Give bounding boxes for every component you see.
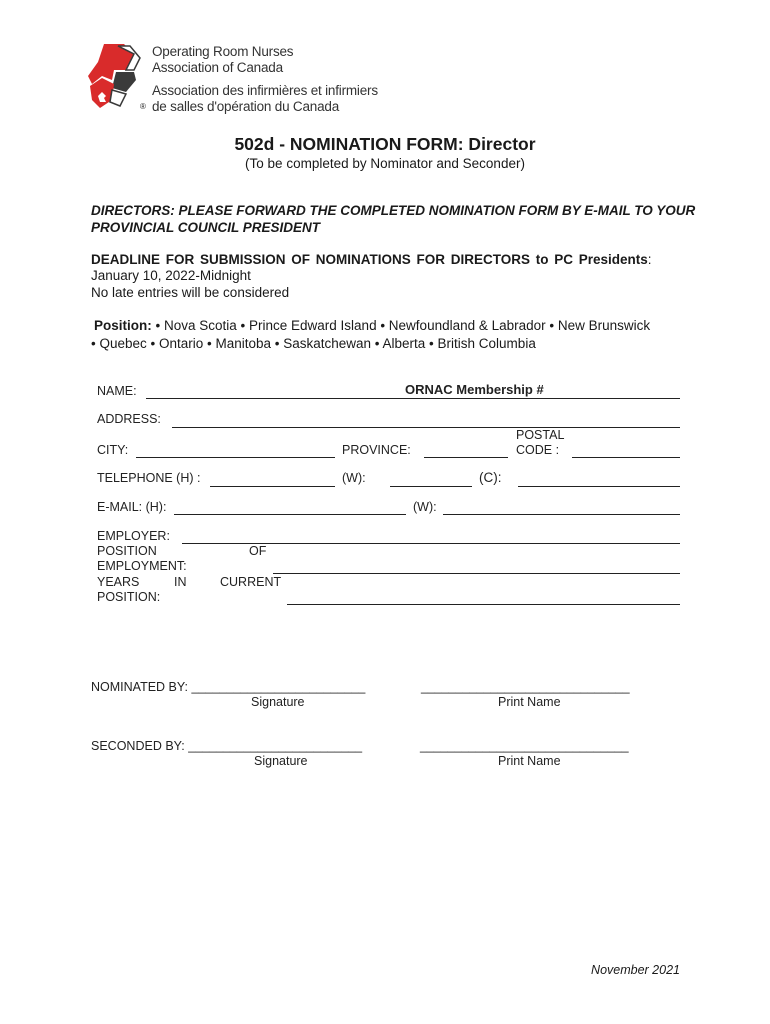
position-of-label: POSITION <box>97 544 157 558</box>
org-name-en-2: Association of Canada <box>152 60 283 75</box>
years-position-label: POSITION: <box>97 590 161 604</box>
deadline-heading-text: DEADLINE FOR SUBMISSION OF NOMINATIONS FOR DIRECTORS to PC Presidents <box>91 252 648 267</box>
seconded-by-label <box>91 739 362 753</box>
position-line-2: • Quebec • Ontario • Manitoba • Saskatchewan • Alberta • British Columbia <box>91 336 536 351</box>
position-of-employment-field[interactable] <box>273 573 680 574</box>
nominated-print-name-caption: Print Name <box>498 695 561 709</box>
email-work-field[interactable] <box>443 514 680 515</box>
years-in-position-field[interactable] <box>287 604 680 605</box>
nominated-by-print-name-field[interactable]: ______________________________ <box>421 680 630 694</box>
footer-date: November 2021 <box>591 963 680 977</box>
postal-code-field[interactable] <box>572 457 680 458</box>
postal-label-1: POSTAL <box>516 428 565 442</box>
province-label: PROVINCE: <box>342 443 411 457</box>
email-home-label: E-MAIL: (H): <box>97 500 167 514</box>
years-in-label: IN <box>174 575 187 589</box>
nominated-signature-caption: Signature <box>251 695 305 709</box>
position-provinces-1: • Nova Scotia • Prince Edward Island • Newfoundland & Labrador • New Brunswick <box>155 318 651 333</box>
city-label: CITY: <box>97 443 129 457</box>
email-work-label: (W): <box>413 500 437 514</box>
seconded-by-text: SECONDED BY: <box>91 739 185 753</box>
name-label: NAME: <box>97 384 137 398</box>
telephone-home-field[interactable] <box>210 486 335 487</box>
nominated-by-label <box>91 680 365 694</box>
address-field[interactable] <box>172 427 680 428</box>
seconded-print-name-caption: Print Name <box>498 754 561 768</box>
form-subtitle: (To be completed by Nominator and Seconder) <box>245 156 525 171</box>
province-field[interactable] <box>424 457 508 458</box>
deadline-colon: : <box>647 252 652 267</box>
seconded-signature-caption: Signature <box>254 754 308 768</box>
nominated-by-signature-field[interactable]: _________________________ <box>191 680 366 694</box>
employment-label: EMPLOYMENT: <box>97 559 187 573</box>
org-name-fr-1: Association des infirmières et infirmiers <box>152 83 378 98</box>
position-of-label-of: OF <box>249 544 267 558</box>
form-title: 502d - NOMINATION FORM: Director <box>234 134 536 154</box>
no-late-entries: No late entries will be considered <box>91 285 290 300</box>
city-field[interactable] <box>136 457 335 458</box>
address-label: ADDRESS: <box>97 412 161 426</box>
nominated-by-text: NOMINATED BY: <box>91 680 189 694</box>
years-label: YEARS <box>97 575 140 589</box>
position-line-1 <box>94 318 650 333</box>
position-label: Position: <box>94 318 152 333</box>
telephone-work-field[interactable] <box>390 486 472 487</box>
registered-mark: ® <box>140 102 146 111</box>
deadline-heading <box>91 252 731 267</box>
seconded-by-print-name-field[interactable]: ______________________________ <box>420 739 629 753</box>
telephone-work-label: (W): <box>342 471 366 485</box>
telephone-home-label: TELEPHONE (H) : <box>97 471 201 485</box>
email-home-field[interactable] <box>174 514 406 515</box>
telephone-cell-label: (C): <box>479 470 502 485</box>
membership-label: ORNAC Membership # <box>405 382 544 397</box>
instructions: DIRECTORS: PLEASE FORWARD THE COMPLETED NOMINATION FORM BY E-MAIL TO YOUR PROVINCIAL COUNCIL PRESIDENT <box>91 203 696 235</box>
name-field[interactable] <box>146 398 680 399</box>
years-current-label: CURRENT <box>220 575 282 589</box>
org-name-en-1: Operating Room Nurses <box>152 44 294 59</box>
seconded-by-signature-field[interactable]: _________________________ <box>188 739 363 753</box>
telephone-cell-field[interactable] <box>518 486 680 487</box>
deadline-date: January 10, 2022-Midnight <box>91 268 251 283</box>
postal-label-2: CODE : <box>516 443 560 457</box>
employer-label: EMPLOYER: <box>97 529 170 543</box>
org-name-fr-2: de salles d'opération du Canada <box>152 99 340 114</box>
